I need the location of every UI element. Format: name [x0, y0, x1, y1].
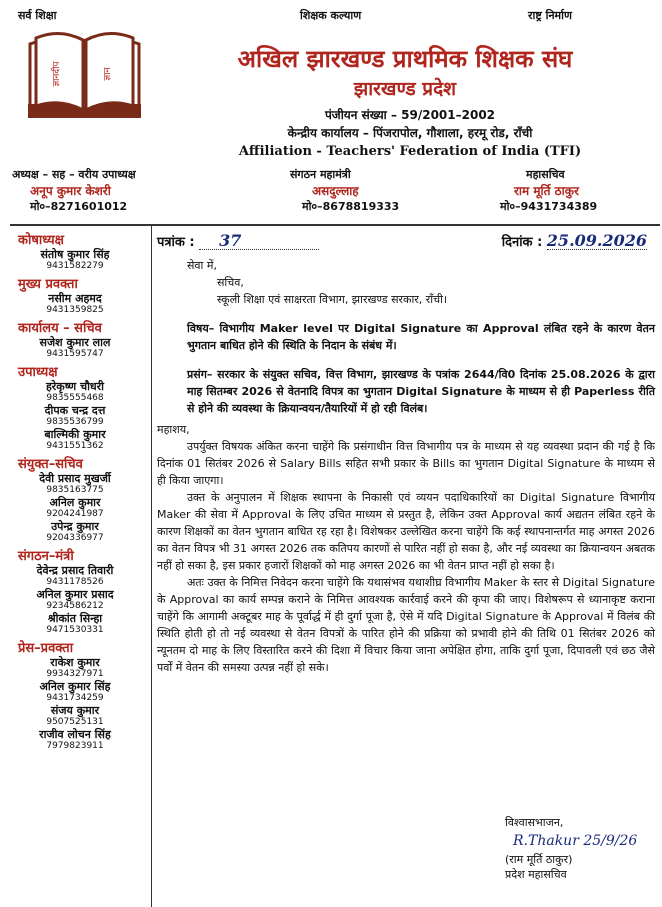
member-phone: 9431595747 [46, 349, 104, 359]
motto-left: सर्व शिक्षा [18, 9, 57, 22]
registration-number: पंजीयन संख्या – 59/2001–2002 [324, 108, 496, 122]
member-phone: 9431582279 [46, 261, 104, 271]
officer-name: अनूप कुमार केशरी [30, 184, 111, 198]
member-name: राकेश कुमार [50, 656, 100, 669]
member-phone: 9835555468 [46, 393, 104, 403]
officer-role: संगठन महामंत्री [290, 168, 351, 181]
member-name: दीपक चन्द्र दत्त [44, 404, 106, 417]
sidebar-section [0, 230, 150, 272]
signatory-name: (राम मूर्ति ठाकुर) [505, 853, 573, 866]
sidebar-section [0, 318, 150, 360]
closing: विश्वासभाजन, [505, 816, 564, 829]
officer-name: असदुल्लाह [312, 184, 359, 198]
affiliation: Affiliation - Teachers' Federation of India (TFI) [238, 144, 582, 159]
member-phone: 9431359825 [46, 305, 104, 315]
signatory-title: प्रदेश महासचिव [505, 868, 567, 881]
officer-phone: मो०–8271601012 [30, 200, 128, 213]
member-name: अनिल कुमार सिंह [39, 680, 111, 693]
reference-number [157, 232, 319, 251]
sidebar-section-title: संयुक्त–सचिव [18, 457, 83, 472]
paragraph-3: अतः उक्त के निमित्त निवेदन करना चाहेंगे कि यथासंभव यथाशीघ्र विभागीय Maker के स्तर से Digital Signature के Approval का कार्य सम्पन्न कराने के निमित्त आवश्यक कार्रवाई करने की कृपा की जाए। विशेषरूप से ध्यानाकृष्ट कराना चाहेंगे कि आगामी अक्टूबर माह के पूर्वार्द्ध में ही दुर्गा पूजा है, ऐसे में यदि Digital Signature के Approval में विलंब की स्थिति होती हो तो नई व्यवस्था से वेतन विपत्रों के पारित होने की प्रक्रिया को प्रभावी होने की तिथि 01 सितंबर 2026 को न्यूनतम दो माह के लिए विस्तारित करने की दिशा में विचार किया जाना अपेक्षित होगा, ताकि दुर्गा पूजा, दिपावली एवं छठ जैसे पर्वों में वेतन की समस्या उत्पन्न नहीं हो सके। [157, 576, 655, 674]
member-name: संजय कुमार [50, 704, 100, 717]
date-label: दिनांक : [501, 235, 543, 250]
member-name: सजेश कुमार लाल [39, 336, 111, 349]
sidebar-section [0, 546, 150, 636]
sidebar-section-title: संगठन–मंत्री [18, 549, 74, 564]
officer-phone: मो०–8678819333 [302, 200, 400, 213]
sidebar-section [0, 454, 150, 544]
book-logo-icon [22, 26, 147, 131]
sidebar-members [0, 228, 150, 754]
reference-date-row [157, 232, 655, 251]
reference-value: 37 [199, 232, 319, 250]
motto-right: राष्ट्र निर्माण [528, 9, 572, 22]
paragraph-1: उपर्युक्त विषयक अंकित करना चाहेंगे कि प्रसंगाधीन वित्त विभागीय पत्र के माध्यम से यह व्यवस्था प्रदान की गई है कि दिनांक 01 सितंबर 2026 से Salary Bills सहित सभी प्रकार के Bills का भुगतान Digital Signature के माध्यम से ही किया जाएगा। [157, 440, 655, 487]
sidebar-section [0, 274, 150, 316]
member-name: बाल्मिकी कुमार [44, 428, 106, 441]
member-phone: 9507525131 [46, 717, 104, 727]
officer-name: राम मूर्ति ठाकुर [514, 184, 579, 198]
member-phone: 9431551362 [46, 441, 104, 451]
recipient-title: सचिव, [217, 276, 244, 289]
letter-reference: प्रसंग– सरकार के संयुक्त सचिव, वित्त विभाग, झारखण्ड के पत्रांक 2644/वि0 दिनांक 25.08.2026 के द्वारा माह सितम्बर 2026 से वेतनादि विपत्र का भुगतान Digital Signature के माध्यम से ही Paperless रीति से होने की व्यवस्था के क्रियान्वयन/तैयारियों में हो रही विलंब। [187, 368, 655, 415]
logo-text-left: ज्ञानदीप [52, 61, 62, 87]
sidebar-section-title: प्रेस–प्रवक्ता [18, 641, 74, 656]
header-divider [10, 224, 660, 226]
member-phone: 9204336977 [46, 533, 104, 543]
member-phone: 9471530331 [46, 625, 104, 635]
signature: R.Thakur 25/9/26 [513, 833, 638, 849]
member-phone: 9234586212 [46, 601, 104, 611]
letter-body [157, 232, 655, 676]
member-phone: 9431734259 [46, 693, 104, 703]
sidebar-section-title: कार्यालय – सचिव [18, 321, 102, 336]
sidebar-section [0, 362, 150, 452]
sidebar-section-title: उपाध्यक्ष [18, 365, 58, 380]
organization-name: अखिल झारखण्ड प्राथमिक शिक्षक संघ [237, 45, 573, 73]
member-name: राजीव लोचन सिंह [39, 728, 111, 741]
office-address: केन्द्रीय कार्यालय – पिंजरापोल, गौशाला, हरमू रोड, राँची [287, 126, 533, 140]
motto-center: शिक्षक कल्याण [300, 9, 362, 22]
member-phone: 9835536799 [46, 417, 104, 427]
letter-subject: विषय– विभागीय Maker level पर Digital Signature का Approval लंबित रहने के कारण वेतन भुगतान बाधित होने की स्थिति के निदान के संबंध में। [187, 322, 655, 352]
member-name: देवी प्रसाद मुखर्जी [39, 472, 111, 485]
member-name: नसीम अहमद [48, 292, 102, 305]
officer-role: अध्यक्ष – सह – वरीय उपाध्यक्ष [12, 168, 136, 181]
sidebar-divider [151, 225, 152, 907]
signature-block [505, 815, 655, 882]
officer-general-secretary [500, 167, 660, 214]
member-name: श्रीकांत सिन्हा [47, 612, 103, 625]
letter-date [502, 232, 647, 251]
member-phone: 9934327971 [46, 669, 104, 679]
member-name: अनिल कुमार प्रसाद [36, 588, 114, 601]
member-name: उपेन्द्र कुमार [51, 520, 99, 533]
officer-president [12, 167, 222, 214]
member-name: हरेकृष्ण चौधरी [45, 380, 105, 393]
member-name: संतोष कुमार सिंह [40, 248, 110, 261]
member-name: देवेन्द्र प्रसाद तिवारी [36, 564, 114, 577]
greeting: महाशय, [157, 423, 190, 436]
member-phone: 9835163775 [46, 485, 104, 495]
logo-text-right: ज्ञान [103, 67, 113, 81]
officer-role: महासचिव [526, 168, 565, 181]
member-phone: 9204241987 [46, 509, 104, 519]
paragraph-2: उक्त के अनुपालन में शिक्षक स्थापना के निकासी एवं व्ययन पदाधिकारियों का Digital Signature विभागीय Maker की सेवा में Approval के लिए उचित माध्यम से प्रस्तुत है, लेकिन उक्त Approval कार्य अद्यतन लंबित रहने के कारण शिक्षकों का वेतन भुगतान बाधित रह रहा है। विशेषकर उल्लेखित करना चाहेंगे कि कई स्थापनान्तर्गत माह अगस्त 2026 का वेतन विपत्र भी 31 अगस्त 2026 तक कतिपय कारणों से पारित नहीं हो सका है, और नई व्यवस्था का क्रियान्वयन अबतक नहीं हो सका है, इस प्रकार हजारों शिक्षकों को माह अगस्त 2026 का भी वेतन प्राप्त नहीं हो सका है। [157, 491, 655, 572]
organization-state: झारखण्ड प्रदेश [353, 78, 457, 100]
officer-organizing-secretary [290, 167, 450, 214]
date-value: 25.09.2026 [546, 231, 647, 250]
sidebar-section [0, 638, 150, 752]
salutation: सेवा में, [187, 259, 217, 272]
member-phone: 7979823911 [46, 741, 104, 751]
member-name: अनिल कुमार [49, 496, 101, 509]
member-phone: 9431178526 [46, 577, 104, 587]
recipient-department: स्कूली शिक्षा एवं साक्षरता विभाग, झारखण्ड सरकार, राँची। [217, 293, 448, 306]
reference-label: पत्रांक : [157, 235, 195, 250]
sidebar-section-title: कोषाध्यक्ष [18, 233, 64, 248]
sidebar-section-title: मुख्य प्रवक्ता [18, 277, 78, 292]
officer-phone: मो०–9431734389 [500, 200, 598, 213]
